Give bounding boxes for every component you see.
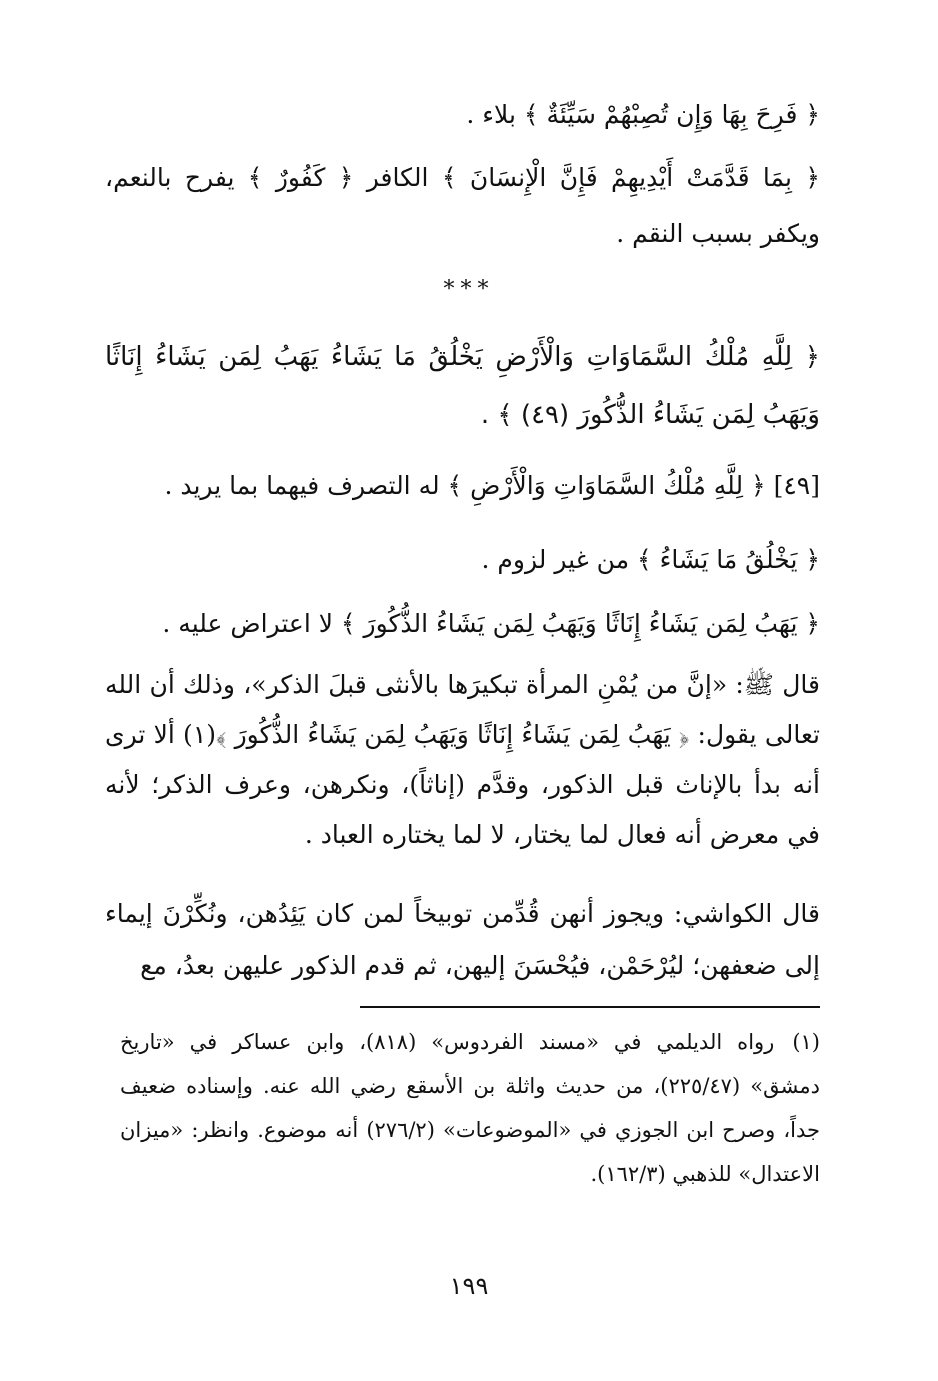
commentary-line-1: [٤٩] ﴿ لِلَّهِ مُلْكُ السَّمَاوَاتِ وَالْأَرْضِ ﴾ له التصرف فيهما بما يريد .	[164, 471, 820, 500]
paragraph-1: ﴿ فَرِحَ بِهَا وَإِن تُصِبْهُمْ سَيِّئَةٌ ﴾ بلاء .	[466, 100, 820, 129]
footnote-divider	[360, 1006, 820, 1008]
footnote-1	[120, 1020, 820, 1196]
paragraph-2: ﴿ بِمَا قَدَّمَتْ أَيْدِيهِمْ فَإِنَّ الْإِنسَانَ ﴾ الكافر ﴿ كَفُورٌ ﴾ يفرح بالنعم، ويكفر بسبب النقم .	[105, 163, 820, 248]
footnote-text: رواه الديلمي في «مسند الفردوس» (٨١٨)، وابن عساكر في «تاريخ دمشق» (٢٢٥/٤٧)، من حديث واثلة بن الأسقع رضي الله عنه. وإسناده ضعيف جداً، وصرح ابن الجوزي في «الموضوعات» (٢٧٦/٢) أنه موضوع. وانظر: «ميزان الاعتدال» للذهبي (١٦٢/٣).	[120, 1030, 820, 1186]
commentary-line-3: ﴿ يَهَبُ لِمَن يَشَاءُ إِنَاثًا وَيَهَبُ لِمَن يَشَاءُ الذُّكُورَ ﴾ لا اعتراض عليه .	[162, 609, 820, 638]
quran-verse-49: ﴿ لِلَّهِ مُلْكُ السَّمَاوَاتِ وَالْأَرْضِ يَخْلُقُ مَا يَشَاءُ يَهَبُ لِمَن يَشَاءُ إِنَاثًا وَيَهَبُ لِمَن يَشَاءُ الذُّكُورَ (٤٩) ﴾ .	[105, 342, 820, 430]
footnote-number: (١)	[792, 1030, 820, 1054]
page-number: ١٩٩	[449, 1272, 489, 1300]
paragraph-kawashi: قال الكواشي: ويجوز أنهن قُدِّمن توبيخاً لمن كان يَئِدُهن، ونُكِّرْنَ إيماء إلى ضعفهن؛ ليُرْحَمْن، فيُحْسَنَ إليهن، ثم قدم الذكور عليهن بعدُ، مع	[105, 899, 820, 980]
paragraph-hadith: قال ﷺ: «إنَّ من يُمْنِ المرأة تبكيرَها بالأنثى قبلَ الذكر»، وذلك أن الله تعالى يقول: ﴿ يَهَبُ لِمَن يَشَاءُ إِنَاثًا وَيَهَبُ لِمَن يَشَاءُ الذُّكُورَ ﴾(١) ألا ترى أنه بدأ بالإناث قبل الذكور، وقدَّم (إناثاً)، ونكرهن، وعرف الذكر؛ لأنه في معرض أنه فعال لما يختار، لا لما يختاره العباد .	[105, 670, 821, 849]
section-separator: ***	[443, 277, 495, 302]
commentary-line-2: ﴿ يَخْلُقُ مَا يَشَاءُ ﴾ من غير لزوم .	[481, 545, 820, 574]
